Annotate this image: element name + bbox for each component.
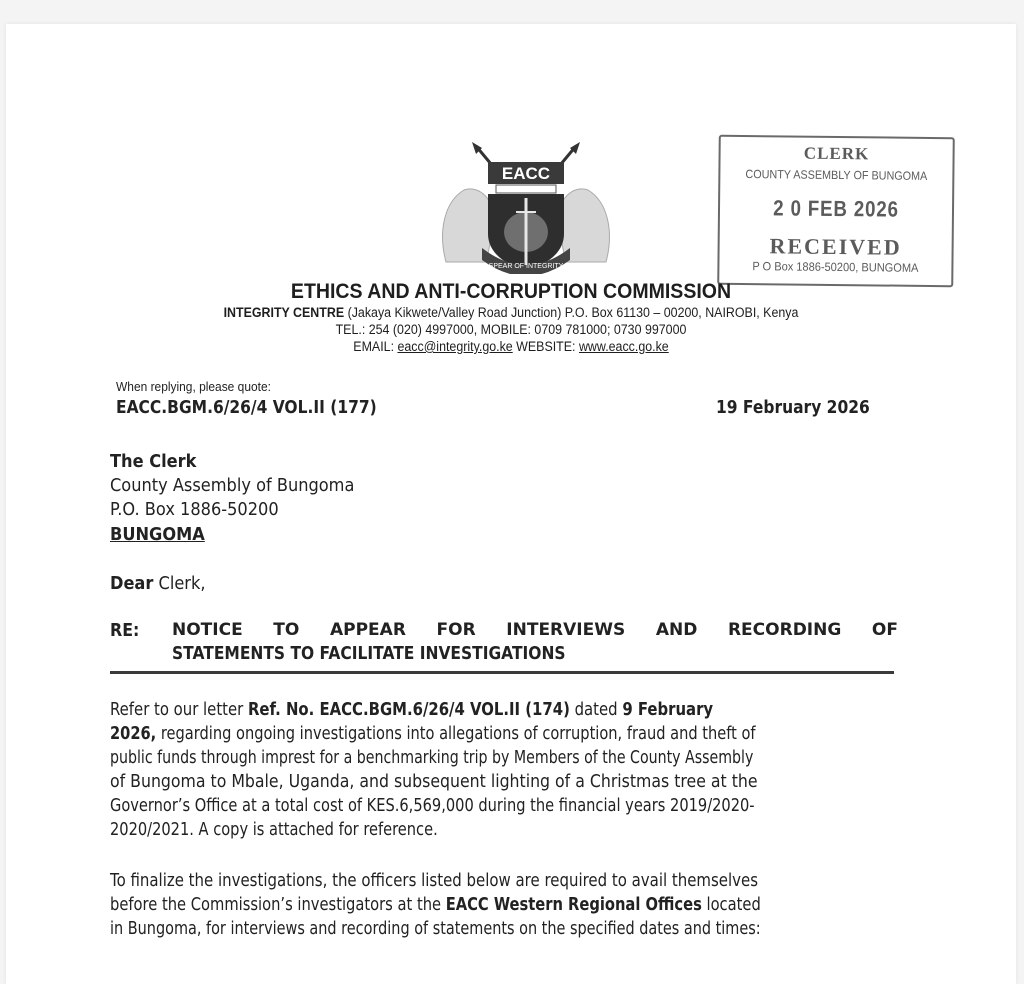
org-address-rest: (Jakaya Kikwete/Valley Road Junction) P.O. Box 61130 – 00200, NAIROBI, Kenya [344,305,799,320]
subject-line-1: NOTICE TO APPEAR FOR INTERVIEWS AND RECORDING OF [172,620,898,640]
org-name: ETHICS AND ANTI-CORRUPTION COMMISSION [290,280,732,303]
p1-line: Governor’s Office at a total cost of KES.6,569,000 during the financial years 2019/2020- [110,796,755,816]
salutation-bold: Dear [110,573,154,594]
previous-reference: Ref. No. EACC.BGM.6/26/4 VOL.II (174) [247,700,570,720]
recipient-org: County Assembly of Bungoma [110,475,355,496]
email-link[interactable]: eacc@integrity.go.ke [397,339,513,354]
stamp-address: P O Box 1886-50200, BUNGOMA [752,259,919,275]
received-stamp [717,135,955,287]
salutation [110,573,205,594]
org-address-bold: INTEGRITY CENTRE [223,305,345,320]
recipient-title: The Clerk [110,451,197,472]
stamp-org: COUNTY ASSEMBLY OF BUNGOMA [745,167,928,183]
logo-banner-text: EACC [501,164,551,183]
stamp-title: CLERK [803,143,870,164]
p1-text: dated [569,700,623,720]
subject-line-2: STATEMENTS TO FACILITATE INVESTIGATIONS [172,643,566,664]
p1-text: Refer to our letter [110,700,248,720]
letter-date: 19 February 2026 [716,397,870,418]
salutation-rest: Clerk, [153,573,206,594]
stamp-status: RECEIVED [769,233,902,260]
previous-date-year: 2026, [110,724,157,744]
org-phones: TEL.: 254 (020) 4997000, MOBILE: 0709 781000; 0730 997000 [335,322,687,337]
letter-page [6,24,1016,984]
website-link[interactable]: www.eacc.go.ke [578,339,669,354]
recipient-town: BUNGOMA [110,524,205,545]
subject-divider [110,671,894,674]
reply-quote-label: When replying, please quote: [116,379,271,394]
body-paragraph-1 [110,698,896,842]
p1-text: regarding ongoing investigations into allegations of corruption, fraud and theft of [156,724,756,744]
reference-number: EACC.BGM.6/26/4 VOL.II (177) [116,397,377,418]
website-label: WEBSITE: [512,339,579,354]
stamp-date: 2 0 FEB 2026 [773,195,899,222]
p2-text: before the Commission’s investigators at the [110,895,446,915]
eacc-logo-icon [436,142,616,274]
org-contacts [46,339,975,354]
p2-line: in Bungoma, for interviews and recording of statements on the specified dates and times: [110,919,761,939]
body-paragraph-2 [110,869,896,941]
recipient-po-box: P.O. Box 1886-50200 [110,499,279,520]
org-address [46,305,975,320]
logo-motto: SPEAR OF INTEGRITY [488,263,564,270]
email-label: EMAIL: [353,339,398,354]
p2-text: located [701,895,761,915]
subject-label: RE: [110,620,140,641]
p2-line: To finalize the investigations, the officers listed below are required to avail themselves [110,871,758,891]
previous-date: 9 February [622,700,714,720]
regional-office: EACC Western Regional Offices [445,895,702,915]
p1-line: public funds through imprest for a benchmarking trip by Members of the County Assembly [110,748,754,768]
p1-line: 2020/2021. A copy is attached for reference. [110,820,438,840]
p1-line: of Bungoma to Mbale, Uganda, and subsequent lighting of a Christmas tree at the [110,772,758,792]
